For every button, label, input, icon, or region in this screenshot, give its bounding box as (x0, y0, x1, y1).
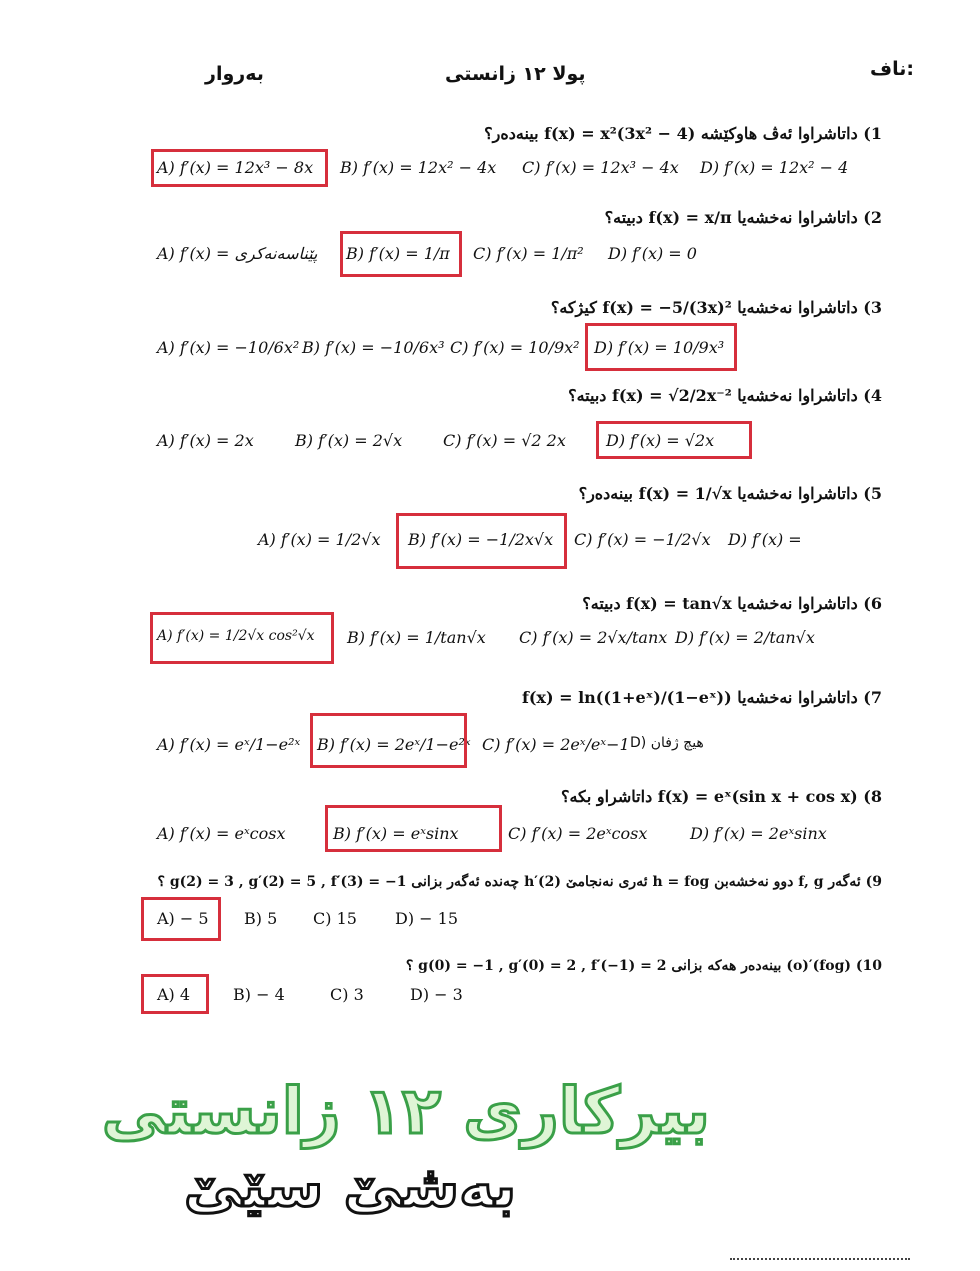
q8-option-d: D) f′(x) = 2eˣsinx (690, 824, 827, 843)
q3-option-a: A) f′(x) = −10/6x² (157, 338, 300, 357)
question-2-prompt: 2) داتاشراوا نەخشەیا f(x) = x/π دبیتە؟ (604, 208, 882, 227)
question-3-prompt: 3) داتاشراوا نەخشەیا f(x) = −5/(3x)² کیژکە؟ (550, 298, 882, 317)
q4-option-a: A) f′(x) = 2x (157, 431, 254, 450)
q7-option-c: C) f′(x) = 2eˣ/eˣ−1 (482, 735, 630, 754)
question-10-prompt: 10) (fog)′(o) بینەدەر هەکە بزانی g(0) = −1 , g′(0) = 2 , f′(−1) = 2 ؟ (405, 958, 882, 974)
question-5-prompt: 5) داتاشراوا نەخشەیا f(x) = 1/√x بینەدەر؟ (578, 484, 882, 503)
q2-option-c: C) f′(x) = 1/π² (473, 244, 584, 263)
q10-option-b: B) − 4 (233, 985, 285, 1004)
q7-option-d: D) هیچ ژفان (630, 735, 704, 751)
q1-option-c: C) f′(x) = 12x³ − 4x (522, 158, 679, 177)
q9-option-a: A) − 5 (157, 909, 209, 928)
question-9-prompt: 9) ئەگەر f, g دوو نەخشەبن h = fog ئەری نەنجامێ h′(2) چەندە ئەگەر بزانی g(2) = 3 , g′(2) = 5 , f′(3) = −1 ؟ (157, 874, 882, 890)
q10-answer-box (141, 974, 209, 1014)
question-6-prompt: 6) داتاشراوا نەخشەیا f(x) = tan√x دبیتە؟ (582, 594, 882, 613)
q6-option-c: C) f′(x) = 2√x/tanx (519, 628, 668, 647)
q3-option-c: C) f′(x) = 10/9x² (450, 338, 580, 357)
q10-option-d: D) − 3 (410, 985, 463, 1004)
q7-option-b: B) f′(x) = 2eˣ/1−e²ˣ (317, 735, 471, 754)
q6-option-a: A) f′(x) = 1/2√x cos²√x (157, 628, 315, 644)
q9-answer-box (141, 897, 221, 941)
q8-option-b: B) f′(x) = eˣsinx (333, 824, 459, 843)
q2-option-b: B) f′(x) = 1/π (346, 244, 450, 263)
q5-option-d: D) f′(x) = (728, 530, 802, 549)
q10-option-c: C) 3 (330, 985, 364, 1004)
q5-option-a: A) f′(x) = 1/2√x (258, 530, 381, 549)
cutoff-footer-text (730, 1258, 910, 1268)
question-7-prompt: 7) داتاشراوا نەخشەیا f(x) = ln((1+eˣ)/(1−eˣ)) (521, 688, 882, 707)
name-label: ناف: (870, 58, 914, 80)
q8-option-c: C) f′(x) = 2eˣcosx (508, 824, 648, 843)
q8-answer-box (325, 805, 502, 852)
q3-option-d: D) f′(x) = 10/9x³ (594, 338, 725, 357)
q7-answer-box (310, 713, 467, 768)
q4-option-d: D) f′(x) = √2x (606, 431, 715, 450)
q8-option-a: A) f′(x) = eˣcosx (157, 824, 286, 843)
question-8-prompt: 8) f(x) = eˣ(sin x + cos x) داتاشراو بکە؟ (560, 787, 882, 806)
q2-option-d: D) f′(x) = 0 (608, 244, 697, 263)
q7-option-a: A) f′(x) = eˣ/1−e²ˣ (157, 735, 301, 754)
banner-subtitle: بەشێ سێێ (183, 1152, 517, 1220)
q5-answer-box (396, 513, 567, 569)
question-4-prompt: 4) داتاشراوا نەخشەیا f(x) = √2/2x⁻² دبیتە؟ (568, 386, 882, 405)
q4-option-b: B) f′(x) = 2√x (295, 431, 403, 450)
q5-option-c: C) f′(x) = −1/2√x (574, 530, 711, 549)
q9-option-b: B) 5 (244, 909, 278, 928)
q1-option-d: D) f′(x) = 12x² − 4 (700, 158, 849, 177)
q1-option-b: B) f′(x) = 12x² − 4x (340, 158, 497, 177)
q6-option-d: D) f′(x) = 2/tan√x (675, 628, 815, 647)
q6-option-b: B) f′(x) = 1/tan√x (347, 628, 486, 647)
banner-title: بیرکاری ١٢ زانستی (101, 1075, 710, 1149)
q4-option-c: C) f′(x) = √2 2x (443, 431, 566, 450)
q9-option-c: C) 15 (313, 909, 357, 928)
q6-answer-box (150, 612, 334, 664)
q4-answer-box (596, 421, 752, 459)
class-title: پولا ١٢ زانستی (445, 63, 586, 85)
q1-option-a: A) f′(x) = 12x³ − 8x (157, 158, 314, 177)
q1-answer-box (151, 149, 328, 187)
q5-option-b: B) f′(x) = −1/2x√x (408, 530, 554, 549)
q2-option-a: A) f′(x) = پێناسەنەکری (157, 244, 318, 263)
q2-answer-box (340, 231, 462, 277)
question-1-prompt: 1) داتاشراوا ئەڤ هاوکێشە f(x) = x²(3x² − 4) بینەدەر؟ (484, 124, 882, 143)
q10-option-a: A) 4 (157, 985, 191, 1004)
q9-option-d: D) − 15 (395, 909, 459, 928)
date-label: بەروار (205, 63, 264, 85)
q3-answer-box (585, 323, 737, 371)
q3-option-b: B) f′(x) = −10/6x³ (302, 338, 445, 357)
